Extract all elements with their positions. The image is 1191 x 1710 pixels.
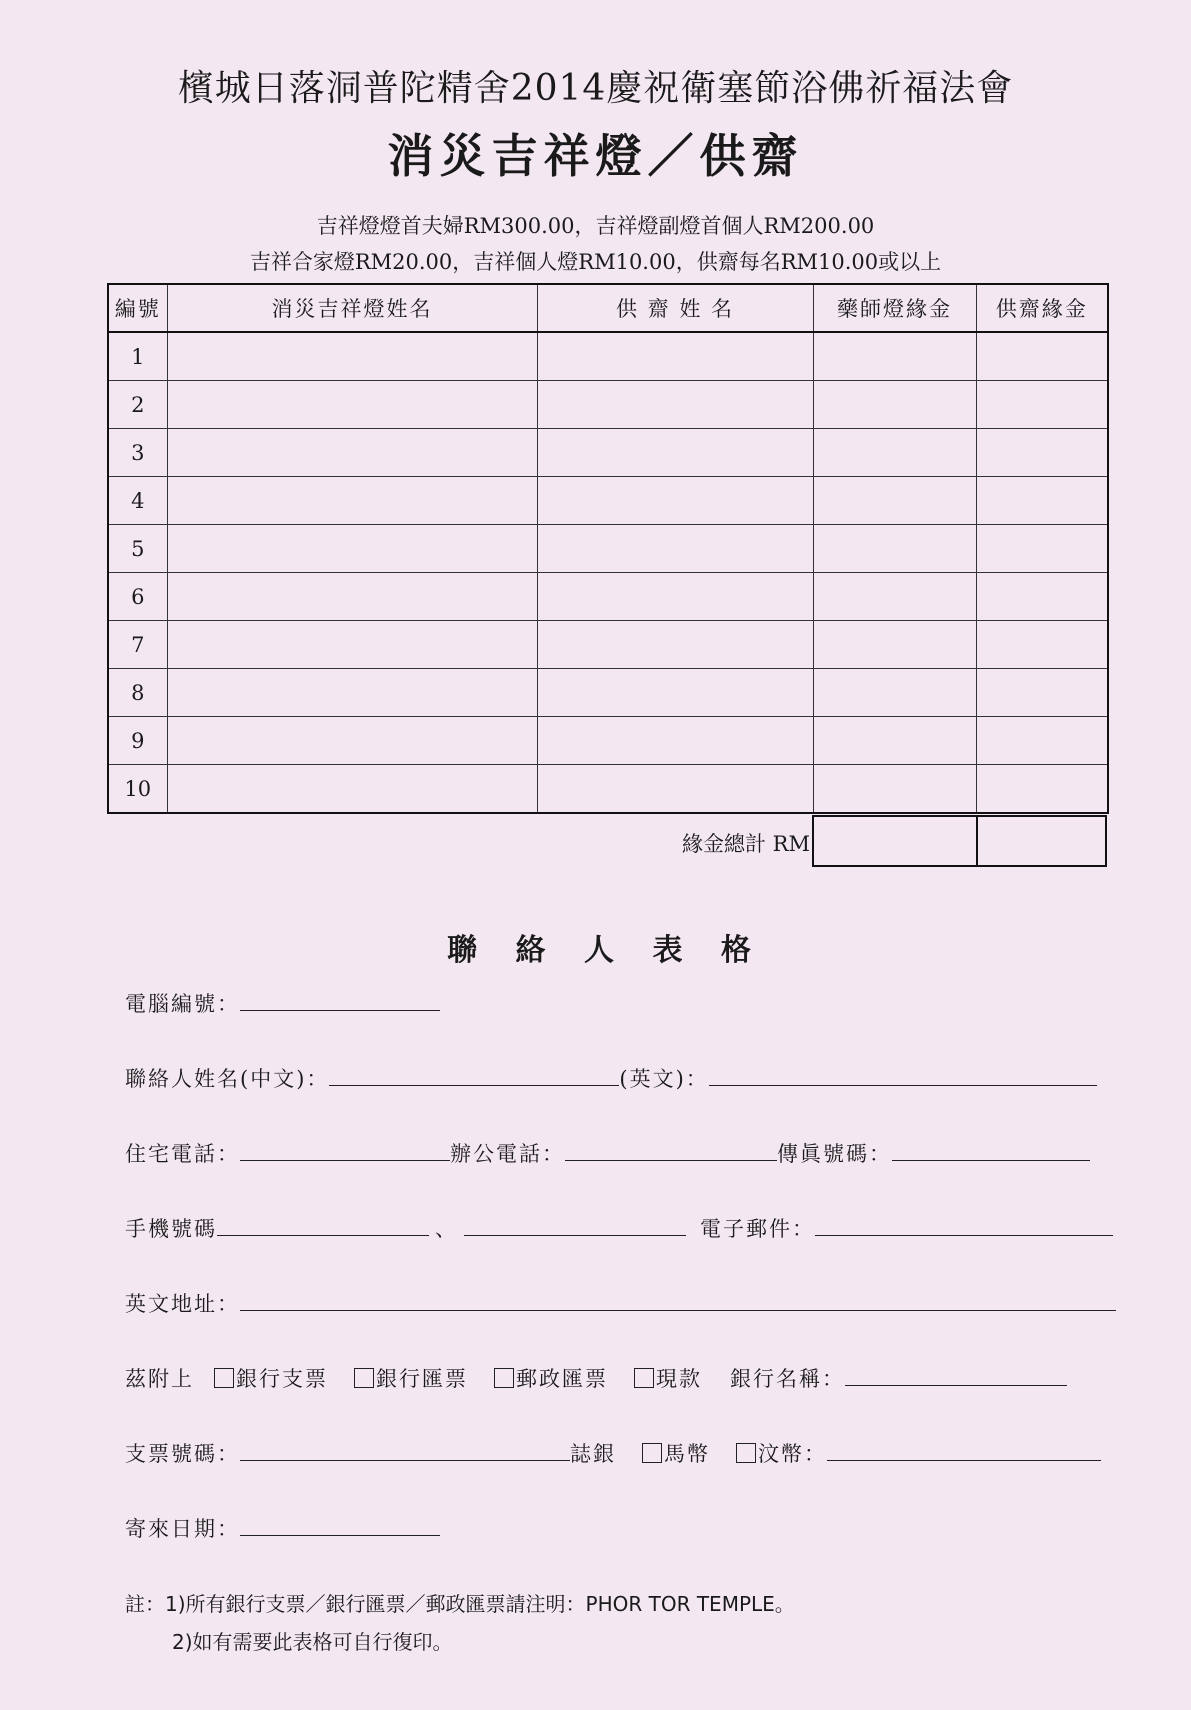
table-row xyxy=(108,621,1108,669)
total-label: 緣金總計 RM xyxy=(682,832,810,856)
table-row xyxy=(108,332,1108,381)
computer-no-label: 電腦編號： xyxy=(125,992,240,1016)
row-number: 10 xyxy=(108,765,167,814)
row-number: 1 xyxy=(108,332,167,381)
meal-name-cell[interactable] xyxy=(537,525,813,573)
table-row xyxy=(108,765,1108,814)
note-line-2: 2)如有需要此表格可自行復印。 xyxy=(172,1630,453,1654)
col-header-number: 編號 xyxy=(108,284,167,332)
home-phone-label: 住宅電話： xyxy=(125,1142,240,1166)
table-row xyxy=(108,477,1108,525)
lamp-donation-cell[interactable] xyxy=(813,477,976,525)
row-number: 4 xyxy=(108,477,167,525)
row-number: 7 xyxy=(108,621,167,669)
table-row xyxy=(108,525,1108,573)
lamp-name-cell[interactable] xyxy=(167,717,537,765)
opt-myr-label: 馬幣 xyxy=(664,1442,710,1466)
opt-bank-cheque-label: 銀行支票 xyxy=(236,1367,328,1391)
table-row xyxy=(108,381,1108,429)
mobile-field-1[interactable] xyxy=(217,1215,429,1236)
cheque-no-field[interactable] xyxy=(240,1440,570,1461)
meal-name-cell[interactable] xyxy=(537,717,813,765)
home-phone-field[interactable] xyxy=(240,1140,450,1161)
lamp-name-cell[interactable] xyxy=(167,477,537,525)
office-phone-label: 辦公電話： xyxy=(450,1142,565,1166)
name-cn-field[interactable] xyxy=(329,1065,619,1086)
attach-label: 茲附上 xyxy=(125,1367,194,1391)
row-number: 3 xyxy=(108,429,167,477)
row-number: 5 xyxy=(108,525,167,573)
mobile-row xyxy=(125,1213,1113,1243)
fax-field[interactable] xyxy=(892,1140,1090,1161)
lamp-name-cell[interactable] xyxy=(167,765,537,814)
lamp-donation-cell[interactable] xyxy=(813,669,976,717)
col-header-lamp-name: 消災吉祥燈姓名 xyxy=(167,284,537,332)
mobile-label: 手機號碼 xyxy=(125,1217,217,1241)
lamp-donation-cell[interactable] xyxy=(813,621,976,669)
lamp-name-cell[interactable] xyxy=(167,525,537,573)
opt-cash-label: 現款 xyxy=(656,1367,702,1391)
office-phone-field[interactable] xyxy=(565,1140,777,1161)
lamp-donation-cell[interactable] xyxy=(813,765,976,814)
bank-name-label: 銀行名稱： xyxy=(730,1367,845,1391)
checkbox-bank-cheque[interactable] xyxy=(214,1368,234,1388)
meal-donation-cell[interactable] xyxy=(976,717,1108,765)
lamp-name-cell[interactable] xyxy=(167,381,537,429)
total-table xyxy=(812,815,1107,867)
address-label: 英文地址： xyxy=(125,1292,240,1316)
phone-row xyxy=(125,1138,1090,1168)
total-lamp-donation-cell[interactable] xyxy=(813,816,977,866)
table-row xyxy=(108,669,1108,717)
checkbox-cash[interactable] xyxy=(634,1368,654,1388)
row-number: 9 xyxy=(108,717,167,765)
meal-donation-cell[interactable] xyxy=(976,429,1108,477)
form-title: 檳城日落洞普陀精舍2014慶祝衛塞節浴佛祈福法會 xyxy=(177,68,1014,109)
meal-name-cell[interactable] xyxy=(537,381,813,429)
fax-label: 傳眞號碼： xyxy=(777,1142,892,1166)
meal-donation-cell[interactable] xyxy=(976,332,1108,381)
currency-label: 誌銀 xyxy=(570,1442,616,1466)
lamp-donation-cell[interactable] xyxy=(813,381,976,429)
opt-bnd-label: 汶幣： xyxy=(758,1442,827,1466)
lamp-name-cell[interactable] xyxy=(167,573,537,621)
bank-name-field[interactable] xyxy=(845,1365,1067,1386)
mobile-separator: 、 xyxy=(435,1217,458,1241)
note-line-1: 註：1)所有銀行支票／銀行匯票／郵政匯票請注明：PHOR TOR TEMPLE。 xyxy=(125,1592,795,1616)
send-date-field[interactable] xyxy=(240,1515,440,1536)
meal-name-cell[interactable] xyxy=(537,621,813,669)
row-number: 6 xyxy=(108,573,167,621)
meal-name-cell[interactable] xyxy=(537,765,813,814)
lamp-donation-cell[interactable] xyxy=(813,717,976,765)
checkbox-bnd[interactable] xyxy=(736,1443,756,1463)
meal-donation-cell[interactable] xyxy=(976,381,1108,429)
table-header-row xyxy=(108,284,1108,332)
checkbox-bank-draft[interactable] xyxy=(354,1368,374,1388)
lamp-name-cell[interactable] xyxy=(167,332,537,381)
name-en-label: (英文)： xyxy=(619,1067,709,1091)
meal-donation-cell[interactable] xyxy=(976,669,1108,717)
payment-method-row xyxy=(125,1363,1067,1393)
meal-donation-cell[interactable] xyxy=(976,621,1108,669)
form-subtitle: 消災吉祥燈／供齋 xyxy=(387,129,804,183)
table-row xyxy=(108,717,1108,765)
lamp-name-cell[interactable] xyxy=(167,669,537,717)
meal-donation-cell[interactable] xyxy=(976,765,1108,814)
send-date-row xyxy=(125,1513,440,1543)
meal-name-cell[interactable] xyxy=(537,573,813,621)
other-currency-field[interactable] xyxy=(827,1440,1101,1461)
lamp-donation-cell[interactable] xyxy=(813,332,976,381)
contact-form-title: 聯 絡 人 表 格 xyxy=(447,933,765,968)
table-row xyxy=(108,573,1108,621)
row-number: 2 xyxy=(108,381,167,429)
col-header-lamp-donation: 藥師燈緣金 xyxy=(813,284,976,332)
table-row xyxy=(108,429,1108,477)
name-cn-label: 聯絡人姓名(中文)： xyxy=(125,1067,330,1091)
meal-donation-cell[interactable] xyxy=(976,525,1108,573)
contact-name-row xyxy=(125,1063,1097,1093)
meal-name-cell[interactable] xyxy=(537,332,813,381)
opt-bank-draft-label: 銀行匯票 xyxy=(376,1367,468,1391)
lamp-donation-cell[interactable] xyxy=(813,573,976,621)
email-label: 電子郵件： xyxy=(700,1217,815,1241)
name-en-field[interactable] xyxy=(709,1065,1097,1086)
lamp-donation-cell[interactable] xyxy=(813,429,976,477)
total-meal-donation-cell[interactable] xyxy=(977,816,1106,866)
col-header-meal-name: 供 齋 姓 名 xyxy=(537,284,813,332)
price-line-2: 吉祥合家燈RM20.00，吉祥個人燈RM10.00，供齋每名RM10.00或以上 xyxy=(249,250,942,274)
meal-donation-cell[interactable] xyxy=(976,477,1108,525)
computer-no-row xyxy=(125,988,440,1018)
address-row xyxy=(125,1288,1116,1318)
offering-table xyxy=(107,283,1109,814)
computer-no-field[interactable] xyxy=(240,990,440,1011)
cheque-no-label: 支票號碼： xyxy=(125,1442,240,1466)
meal-name-cell[interactable] xyxy=(537,477,813,525)
checkbox-myr[interactable] xyxy=(642,1443,662,1463)
address-field[interactable] xyxy=(240,1290,1116,1311)
meal-name-cell[interactable] xyxy=(537,429,813,477)
mobile-field-2[interactable] xyxy=(464,1215,686,1236)
meal-name-cell[interactable] xyxy=(537,669,813,717)
col-header-meal-donation: 供齋緣金 xyxy=(976,284,1108,332)
lamp-name-cell[interactable] xyxy=(167,429,537,477)
email-field[interactable] xyxy=(815,1215,1113,1236)
opt-postal-order-label: 郵政匯票 xyxy=(516,1367,608,1391)
send-date-label: 寄來日期： xyxy=(125,1517,240,1541)
meal-donation-cell[interactable] xyxy=(976,573,1108,621)
checkbox-postal-order[interactable] xyxy=(494,1368,514,1388)
cheque-row xyxy=(125,1438,1101,1468)
lamp-name-cell[interactable] xyxy=(167,621,537,669)
lamp-donation-cell[interactable] xyxy=(813,525,976,573)
price-line-1: 吉祥燈燈首夫婦RM300.00，吉祥燈副燈首個人RM200.00 xyxy=(316,214,875,238)
row-number: 8 xyxy=(108,669,167,717)
